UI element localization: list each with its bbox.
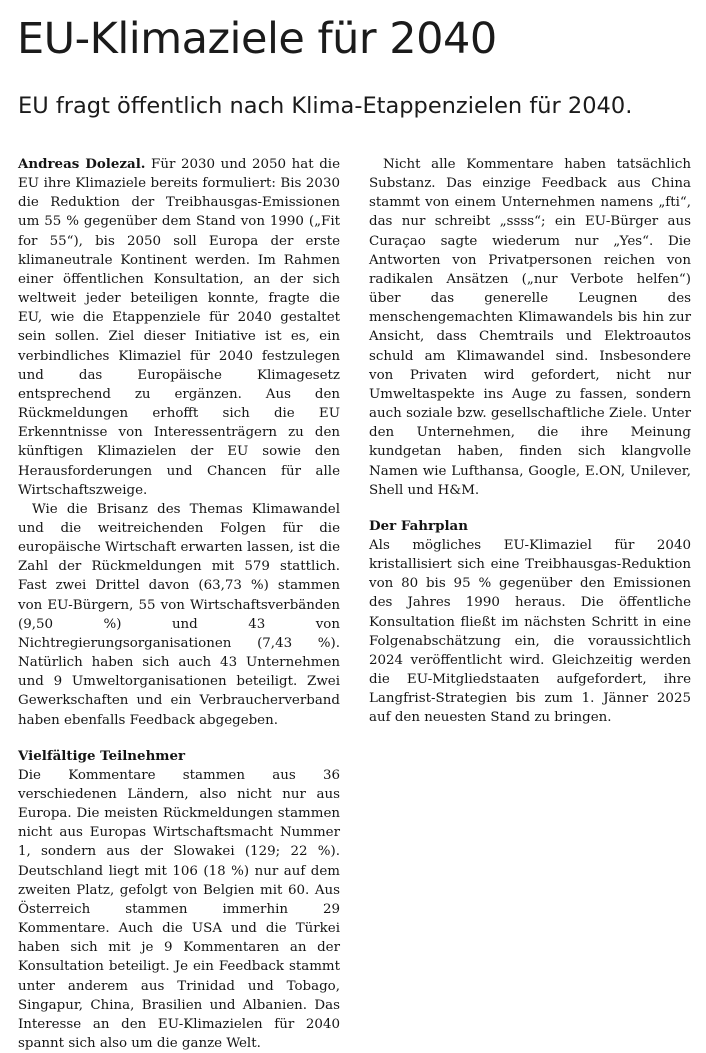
paragraph-3: Die Kommentare stammen aus 36 verschiedenen Ländern, also nicht nur aus Europa. Die meisten Rückmeldungen stammen nicht aus Europas Wirtschaftsmacht Nummer 1, sondern aus der Slowakei (129; 22 %). Deutschland liegt mit 106 (18 %) nur auf dem zweiten Platz, gefolgt von Belgien mit 60. Aus Österreich stammen immerhin 29 Kommentare. Auch die USA und die Türkei haben sich mit je 9 Kommentaren an der Konsultation beteiligt. Je ein Feedback stammt unter anderem aus Trinidad und Tobago, Singapur, China, Brasilien und Albanien. Das Interesse an den EU-Klimazielen für 2040 spannt sich also um die ganze Welt. xyxy=(18,767,340,1052)
column-left xyxy=(18,155,340,1053)
headline: EU-Klimaziele für 2040 xyxy=(17,14,497,64)
paragraph-2: Wie die Brisanz des Themas Klimawandel und die weitreichenden Folgen für die europäische Wirtschaft erwarten lassen, ist die Zahl der Rückmeldungen mit 579 stattlich. Fast zwei Drittel davon (63,73 %) stammen von EU-Bürgern, 55 von Wirtschaftsverbänden (9,50 %) und 43 von Nichtregierungsorganisationen (7,43 %). Natürlich haben sich auch 43 Unternehmen und 9 Umweltorganisationen beteiligt. Zwei Gewerkschaften und ein Verbraucherverband haben ebenfalls Feedback abgegeben. xyxy=(18,501,340,728)
paragraph-4: Nicht alle Kommentare haben tatsächlich Substanz. Das einzige Feedback aus China stammt von einem Unternehmen namens „fti“, das nur schreibt „ssss“; ein EU-Bürger aus Curaçao sagte wiederum nur „Yes“. Die Antworten von Privatpersonen reichen von radikalen Ansätzen („nur Verbote helfen“) über das generelle Leugnen des menschengemachten Klimawandels bis hin zur Ansicht, dass Chemtrails und Elektroautos schuld am Klimawandel sind. Insbesondere von Privaten wird gefordert, nicht nur Umweltaspekte ins Auge zu fassen, sondern auch soziale bzw. gesellschaftliche Ziele. Unter den Unternehmen, die ihre Meinung kundgetan haben, finden sich klangvolle Namen wie Lufthansa, Google, E.ON, Unilever, Shell und H&M. xyxy=(369,157,691,498)
paragraph-5: Als mögliches EU-Klimaziel für 2040 kristallisiert sich eine Treibhausgas-Reduktion von 80 bis 95 % gegenüber den Emissionen des Jahres 1990 heraus. Die öffentliche Konsultation fließt im nächsten Schritt in eine Folgenabschätzung ein, die voraussichtlich 2024 veröffentlicht wird. Gleichzeitig werden die EU-Mitgliedstaaten aufgefordert, ihre Langfrist-Strategien bis zum 1. Jänner 2025 auf den neuesten Stand zu bringen. xyxy=(369,537,691,726)
author-name: Andreas Dolezal. xyxy=(18,156,146,172)
paragraph-intro xyxy=(18,155,340,500)
subheading-roadmap: Der Fahrplan xyxy=(369,517,468,534)
column-right xyxy=(369,155,691,728)
paragraph-1-text: Für 2030 und 2050 hat die EU ihre Klimaziele bereits formuliert: Bis 2030 die Reduktion der Treibhausgas-Emissionen um 55 % gegenüber dem Stand von 1990 („Fit for 55“), bis 2050 soll Europa der erste klimaneutrale Kontinent werden. Im Rahmen einer öffentlichen Konsultation, an der sich weltweit jeder beteiligen konnte, fragte die EU, wie die Etappenziele für 2040 gestaltet sein sollen. Ziel dieser Initiative ist es, ein verbindliches Klimaziel für 2040 festzulegen und das Europäische Klimagesetz entsprechend zu ergänzen. Aus den Rückmeldungen erhofft sich die EU Erkenntnisse von Interessenträgern zu den künftigen Klimazielen der EU sowie den Herausforderungen und Chancen für alle Wirtschaftszweige. xyxy=(18,157,341,498)
subheadline: EU fragt öffentlich nach Klima-Etappenzielen für 2040. xyxy=(18,93,633,119)
subheading-participants: Vielfältige Teilnehmer xyxy=(18,747,186,764)
